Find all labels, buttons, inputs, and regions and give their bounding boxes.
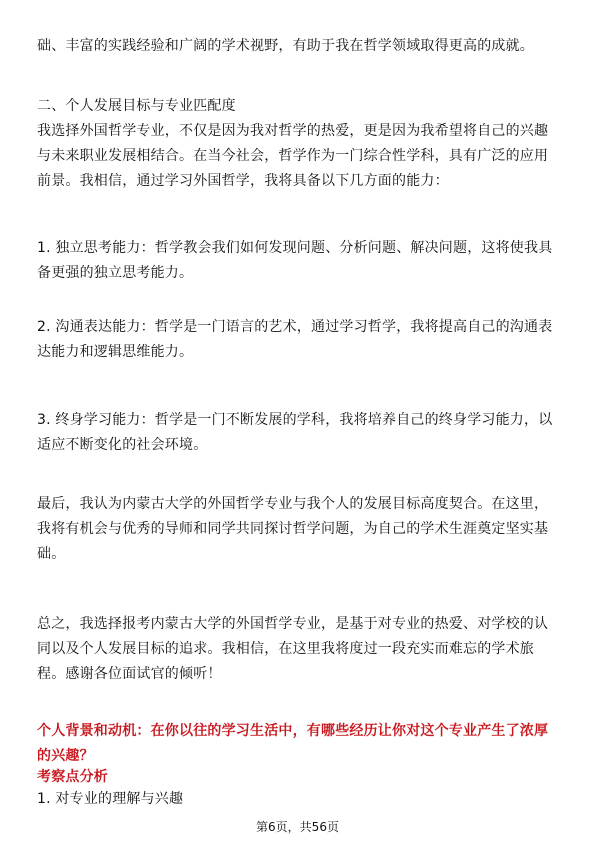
interview-question: 个人背景和动机：在你以往的学习生活中，有哪些经历让你对这个专业产生了浓厚的兴趣？ (37, 723, 549, 764)
section-heading: 二、个人发展目标与专业匹配度 (37, 98, 236, 114)
paragraph-conclusion-1: 最后，我认为内蒙古大学的外国哲学专业与我个人的发展目标高度契合。在这里，我将有机会与优秀的导师和同学共同探讨哲学问题，为自己的学术生涯奠定坚实基础。 (37, 496, 549, 562)
paragraph-intro: 我选择外国哲学专业，不仅是因为我对哲学的热爱，更是因为我希望将自己的兴趣与未来职业发展相结合。在当今社会，哲学作为一门综合性学科，具有广泛的应用前景。我相信，通过学习外国哲学，我将具备以下几方面的能力： (37, 123, 549, 189)
analysis-heading: 考察点分析 (37, 769, 108, 785)
list-item-3: 3. 终身学习能力：哲学是一门不断发展的学科，我将培养自己的终身学习能力，以适应不断变化的社会环境。 (37, 412, 553, 453)
analysis-item-1: 1. 对专业的理解与兴趣 (37, 791, 184, 807)
list-item-1: 1. 独立思考能力：哲学教会我们如何发现问题、分析问题、解决问题，这将使我具备更强的独立思考能力。 (37, 240, 553, 281)
paragraph-continuation: 础、丰富的实践经验和广阔的学术视野，有助于我在哲学领域取得更高的成就。 (37, 38, 534, 54)
page-number: 第6页，共56页 (256, 820, 339, 834)
paragraph-conclusion-2: 总之，我选择报考内蒙古大学的外国哲学专业，是基于对专业的热爱、对学校的认同以及个人发展目标的追求。我相信，在这里我将度过一段充实而难忘的学术旅程。感谢各位面试官的倾听！ (37, 616, 549, 682)
list-item-2: 2. 沟通表达能力：哲学是一门语言的艺术，通过学习哲学，我将提高自己的沟通表达能力和逻辑思维能力。 (37, 319, 553, 360)
